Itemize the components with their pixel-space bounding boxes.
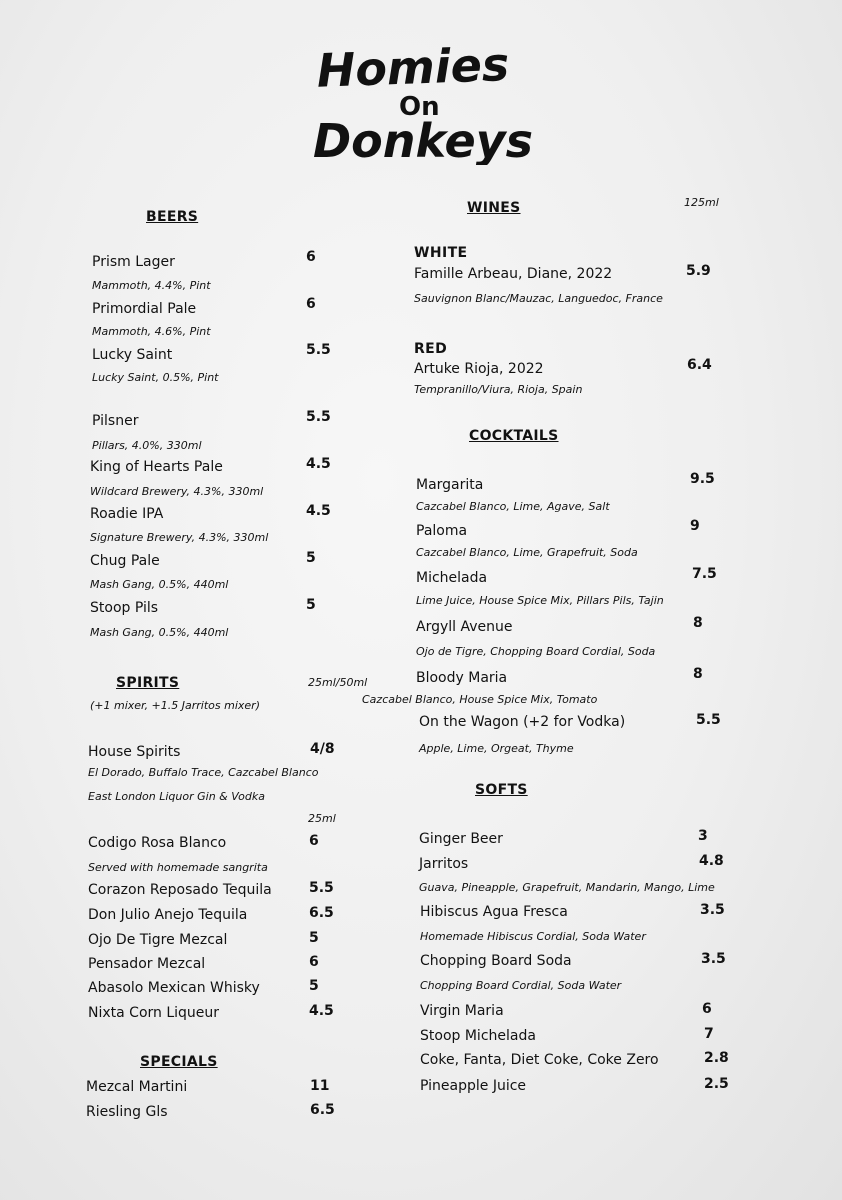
soft-desc: Guava, Pineapple, Grapefruit, Mandarin, Mango, Lime bbox=[419, 881, 715, 894]
soft-price: 2.8 bbox=[704, 1050, 729, 1066]
cocktail-name: Michelada bbox=[416, 570, 488, 586]
spirit-name: Nixta Corn Liqueur bbox=[88, 1005, 220, 1021]
soft-name: Virgin Maria bbox=[420, 1003, 504, 1019]
spirit-name: Abasolo Mexican Whisky bbox=[88, 980, 260, 996]
cocktail-name: Bloody Maria bbox=[416, 670, 508, 686]
beer-name: King of Hearts Pale bbox=[90, 459, 223, 475]
soft-price: 3.5 bbox=[700, 902, 725, 918]
beer-name: Primordial Pale bbox=[92, 301, 197, 317]
soft-desc: Chopping Board Cordial, Soda Water bbox=[420, 979, 622, 992]
spirit-price: 6 bbox=[309, 833, 319, 849]
soft-name: Hibiscus Agua Fresca bbox=[420, 904, 568, 920]
cocktail-name: On the Wagon (+2 for Vodka) bbox=[419, 714, 626, 730]
beer-price: 5.5 bbox=[306, 409, 331, 425]
beer-price: 4.5 bbox=[306, 456, 331, 472]
special-price: 6.5 bbox=[310, 1102, 335, 1118]
spirit-desc: East London Liquor Gin & Vodka bbox=[88, 790, 265, 803]
specials-heading: SPECIALS bbox=[140, 1054, 218, 1070]
wines-heading: WINES bbox=[467, 200, 521, 216]
beer-desc: Pillars, 4.0%, 330ml bbox=[92, 439, 202, 452]
spirit-desc: Served with homemade sangrita bbox=[88, 861, 268, 874]
wine-price: 6.4 bbox=[687, 357, 712, 373]
beer-desc: Mammoth, 4.4%, Pint bbox=[92, 279, 211, 292]
wine-name: Famille Arbeau, Diane, 2022 bbox=[414, 266, 613, 282]
soft-price: 2.5 bbox=[704, 1076, 729, 1092]
beer-desc: Mash Gang, 0.5%, 440ml bbox=[90, 578, 229, 591]
spirit-name: Corazon Reposado Tequila bbox=[88, 882, 272, 898]
soft-price: 3 bbox=[698, 828, 708, 844]
beer-price: 5.5 bbox=[306, 342, 331, 358]
wine-white-label: WHITE bbox=[414, 245, 468, 261]
cocktail-price: 7.5 bbox=[692, 566, 717, 582]
spirit-price: 4/8 bbox=[310, 741, 335, 757]
cocktail-desc: Cazcabel Blanco, House Spice Mix, Tomato bbox=[362, 693, 598, 706]
spirit-name: House Spirits bbox=[88, 744, 181, 760]
special-name: Mezcal Martini bbox=[86, 1079, 188, 1095]
spirit-name: Don Julio Anejo Tequila bbox=[88, 907, 248, 923]
spirits-heading: SPIRITS bbox=[116, 675, 180, 691]
spirit-desc: El Dorado, Buffalo Trace, Cazcabel Blanco bbox=[88, 766, 319, 779]
beers-heading: BEERS bbox=[146, 209, 199, 225]
cocktail-desc: Cazcabel Blanco, Lime, Agave, Salt bbox=[416, 500, 610, 513]
spirits-unit: 25ml/50ml bbox=[308, 676, 368, 689]
soft-name: Ginger Beer bbox=[419, 831, 503, 847]
cocktail-desc: Ojo de Tigre, Chopping Board Cordial, Soda bbox=[416, 645, 656, 658]
logo-line-3: Donkeys bbox=[313, 114, 534, 165]
beer-desc: Wildcard Brewery, 4.3%, 330ml bbox=[90, 485, 264, 498]
spirit-price: 6 bbox=[309, 954, 319, 970]
cocktail-price: 8 bbox=[693, 666, 703, 682]
soft-name: Coke, Fanta, Diet Coke, Coke Zero bbox=[420, 1052, 659, 1068]
beer-price: 4.5 bbox=[306, 503, 331, 519]
wine-name: Artuke Rioja, 2022 bbox=[414, 361, 544, 377]
soft-name: Jarritos bbox=[419, 856, 469, 872]
cocktail-name: Paloma bbox=[416, 523, 468, 539]
beer-price: 5 bbox=[306, 550, 316, 566]
softs-heading: SOFTS bbox=[475, 782, 528, 798]
spirit-name: Ojo De Tigre Mezcal bbox=[88, 932, 228, 948]
cocktail-desc: Apple, Lime, Orgeat, Thyme bbox=[419, 742, 574, 755]
beer-name: Chug Pale bbox=[90, 553, 160, 569]
cocktail-name: Margarita bbox=[416, 477, 484, 493]
soft-price: 6 bbox=[702, 1001, 712, 1017]
cocktail-price: 9 bbox=[690, 518, 700, 534]
wines-unit: 125ml bbox=[684, 196, 719, 209]
spirit-price: 4.5 bbox=[309, 1003, 334, 1019]
cocktail-price: 9.5 bbox=[690, 471, 715, 487]
wine-price: 5.9 bbox=[686, 263, 711, 279]
beer-name: Prism Lager bbox=[92, 254, 175, 270]
spirit-price: 5 bbox=[309, 978, 319, 994]
beer-desc: Mammoth, 4.6%, Pint bbox=[92, 325, 211, 338]
spirit-name: Codigo Rosa Blanco bbox=[88, 835, 227, 851]
logo-line-2: On bbox=[399, 92, 440, 122]
spirits-note: (+1 mixer, +1.5 Jarritos mixer) bbox=[90, 699, 260, 712]
cocktails-heading: COCKTAILS bbox=[469, 428, 559, 444]
soft-name: Stoop Michelada bbox=[420, 1028, 536, 1044]
soft-price: 3.5 bbox=[701, 951, 726, 967]
wine-desc: Sauvignon Blanc/Mauzac, Languedoc, France bbox=[414, 292, 663, 305]
beer-desc: Mash Gang, 0.5%, 440ml bbox=[90, 626, 229, 639]
spirits-unit-2: 25ml bbox=[308, 812, 336, 825]
cocktail-desc: Cazcabel Blanco, Lime, Grapefruit, Soda bbox=[416, 546, 638, 559]
soft-desc: Homemade Hibiscus Cordial, Soda Water bbox=[420, 930, 646, 943]
soft-price: 7 bbox=[704, 1026, 714, 1042]
cocktail-price: 5.5 bbox=[696, 712, 721, 728]
special-price: 11 bbox=[310, 1078, 330, 1094]
homies-on-donkeys-logo bbox=[305, 35, 545, 165]
beer-name: Lucky Saint bbox=[92, 347, 173, 363]
logo-line-1: Homies bbox=[315, 37, 511, 98]
wine-red-label: RED bbox=[414, 341, 448, 357]
beer-price: 5 bbox=[306, 597, 316, 613]
beer-name: Pilsner bbox=[92, 413, 139, 429]
soft-name: Chopping Board Soda bbox=[420, 953, 572, 969]
soft-price: 4.8 bbox=[699, 853, 724, 869]
special-name: Riesling Gls bbox=[86, 1104, 168, 1120]
beer-desc: Signature Brewery, 4.3%, 330ml bbox=[90, 531, 269, 544]
beer-price: 6 bbox=[306, 249, 316, 265]
beer-name: Roadie IPA bbox=[90, 506, 164, 522]
cocktail-desc: Lime Juice, House Spice Mix, Pillars Pils, Tajin bbox=[416, 594, 664, 607]
soft-name: Pineapple Juice bbox=[420, 1078, 527, 1094]
beer-name: Stoop Pils bbox=[90, 600, 159, 616]
cocktail-price: 8 bbox=[693, 615, 703, 631]
spirit-price: 5 bbox=[309, 930, 319, 946]
wine-desc: Tempranillo/Viura, Rioja, Spain bbox=[414, 383, 583, 396]
beer-price: 6 bbox=[306, 296, 316, 312]
spirit-price: 6.5 bbox=[309, 905, 334, 921]
spirit-price: 5.5 bbox=[309, 880, 334, 896]
cocktail-name: Argyll Avenue bbox=[416, 619, 513, 635]
beer-desc: Lucky Saint, 0.5%, Pint bbox=[92, 371, 219, 384]
spirit-name: Pensador Mezcal bbox=[88, 956, 206, 972]
